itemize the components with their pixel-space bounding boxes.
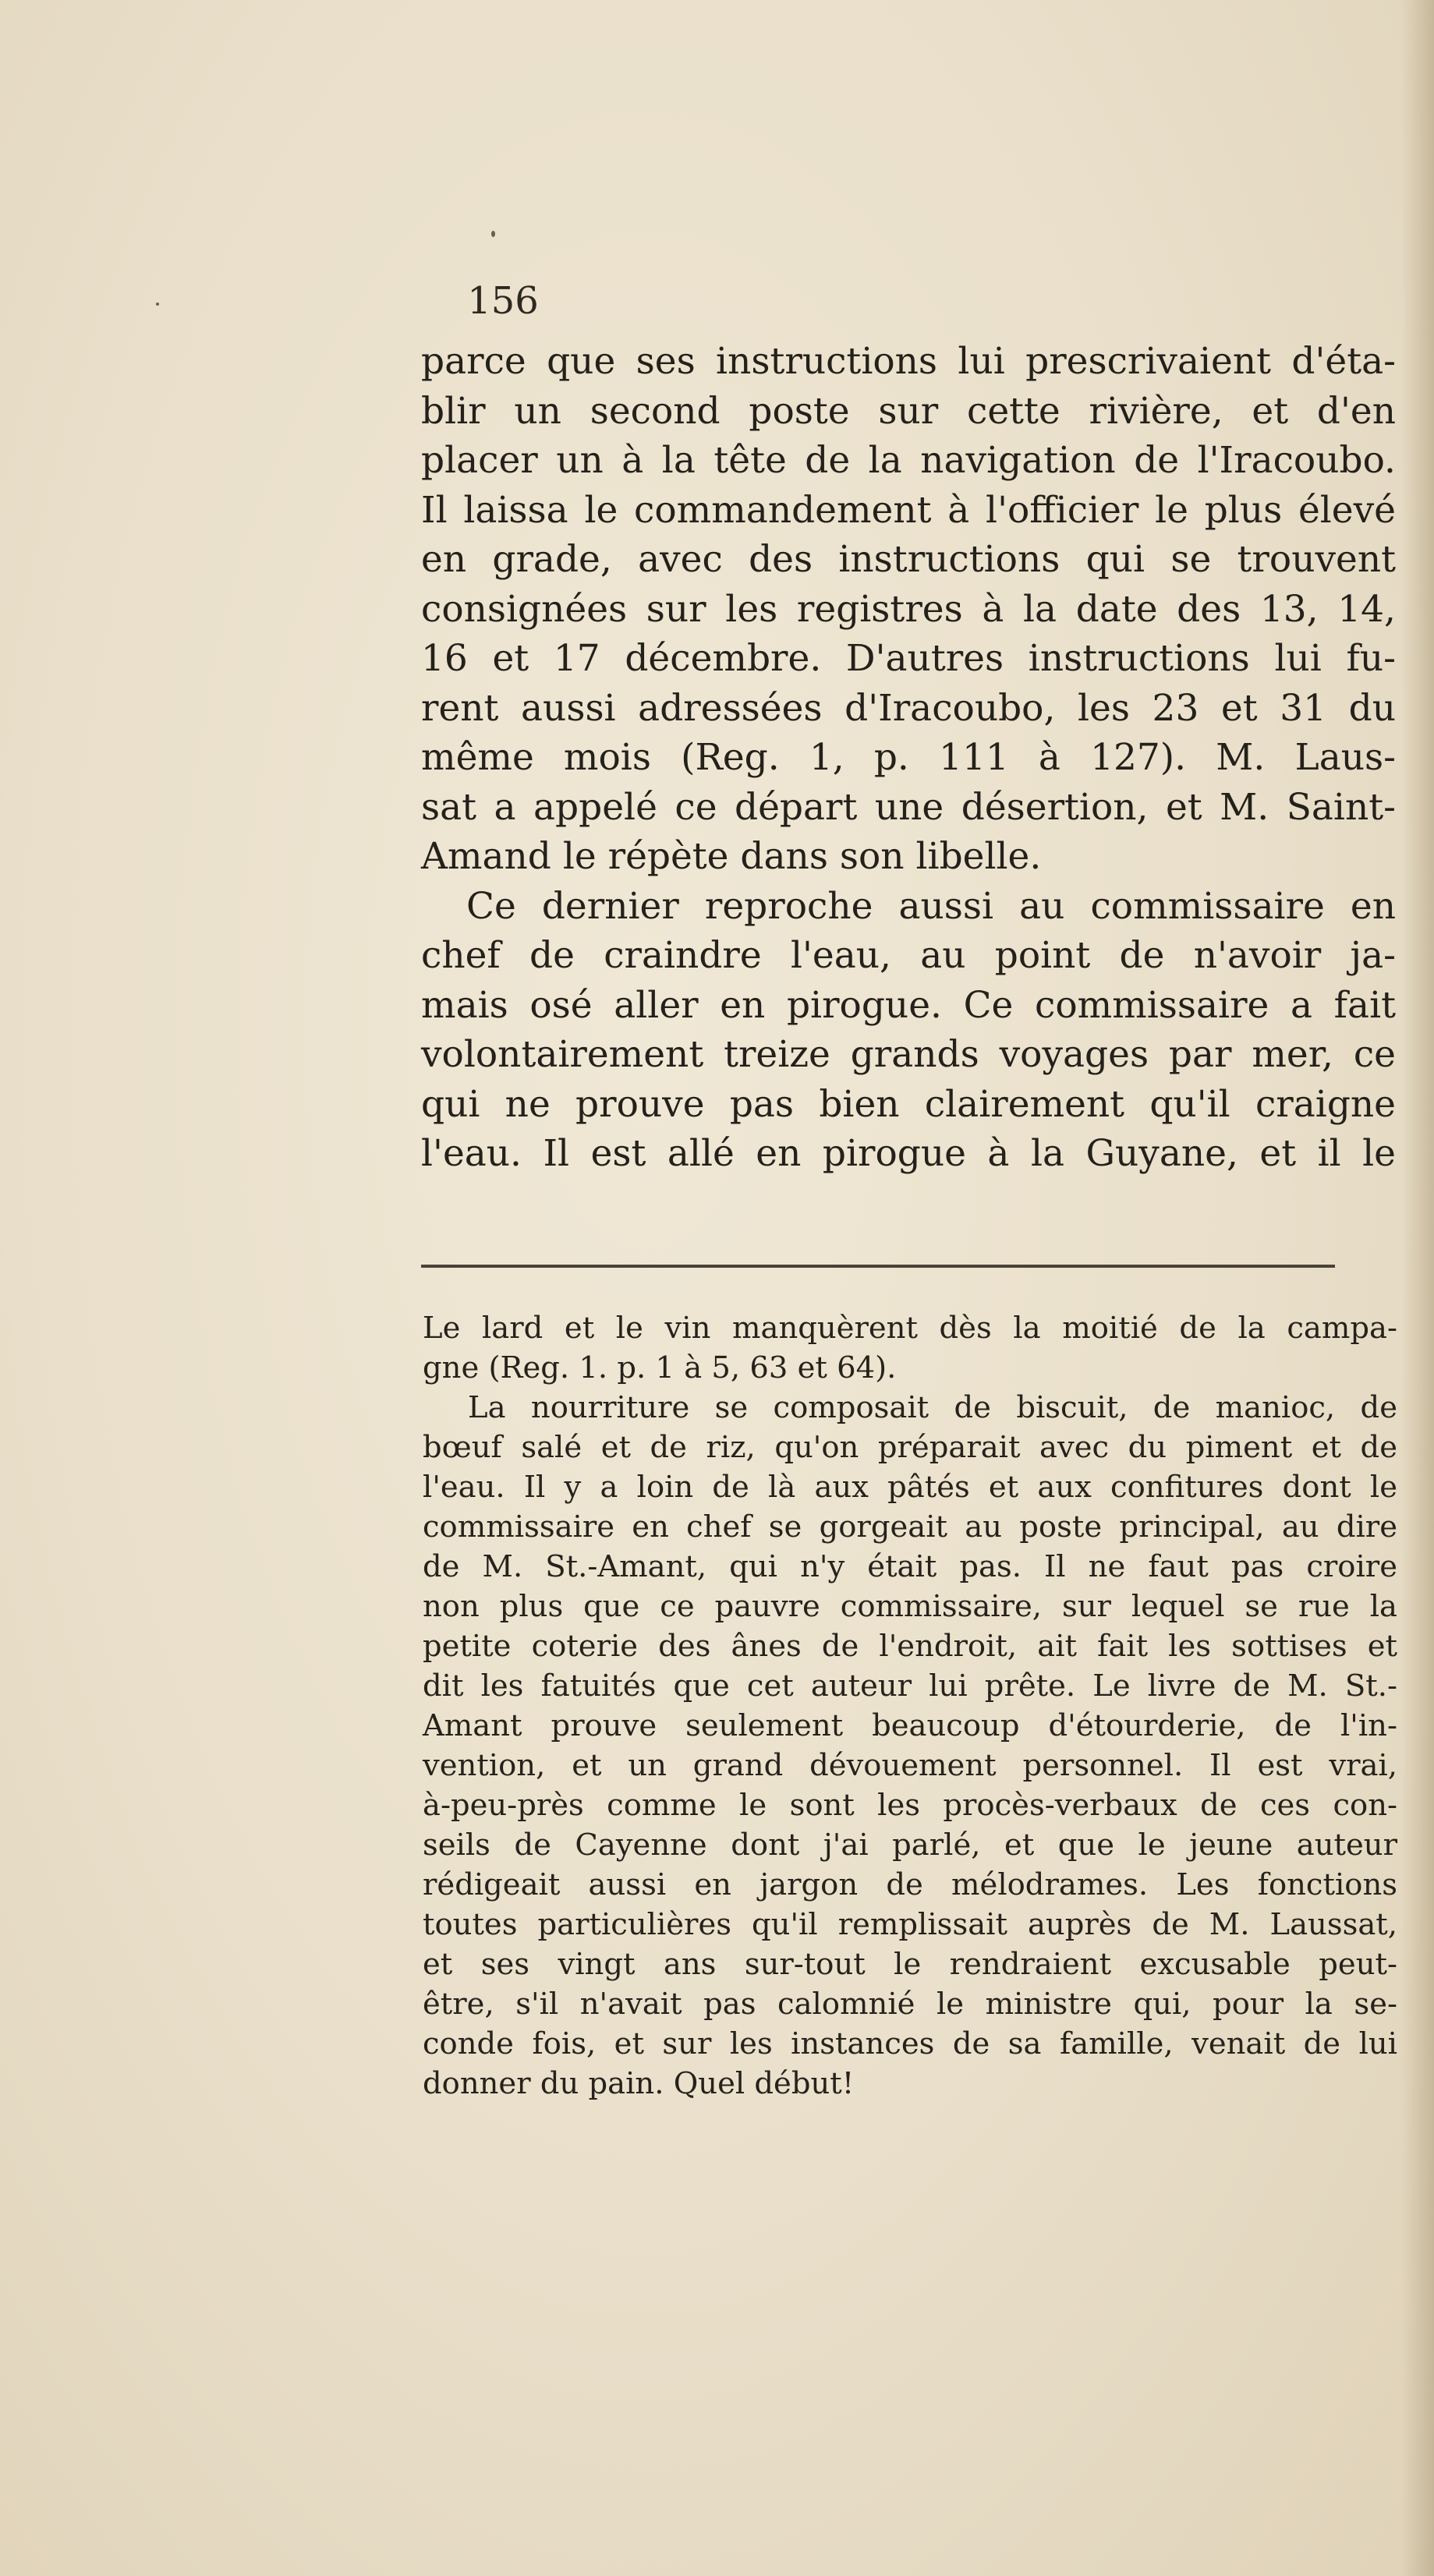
note-line: et ses vingt ans sur-tout le rendraient excusable peut- [423, 1947, 1397, 1982]
footnote-text [423, 1308, 1397, 2104]
note-line: donner du pain. Quel début! [423, 2066, 855, 2101]
main-text [421, 337, 1396, 1179]
text-line: placer un à la tête de la navigation de l'Iracoubo. [421, 439, 1396, 482]
text-line: chef de craindre l'eau, au point de n'avoir ja- [421, 934, 1396, 977]
text-line: 16 et 17 décembre. D'autres instructions lui fu- [421, 637, 1396, 680]
note-line: dit les fatuités que cet auteur lui prête. Le livre de M. St.- [423, 1668, 1397, 1704]
ink-speck [491, 231, 495, 237]
text-line: sat a appelé ce départ une désertion, et M. Saint- [421, 785, 1396, 829]
text-line: blir un second poste sur cette rivière, et d'en [421, 389, 1396, 433]
text-line: l'eau. Il est allé en pirogue à la Guyane, et il le [421, 1132, 1396, 1175]
footnote-rule [421, 1265, 1335, 1268]
text-line: Ce dernier reproche aussi au commissaire en [466, 884, 1396, 928]
note-line: toutes particulières qu'il remplissait auprès de M. Laussat, [423, 1907, 1397, 1942]
note-line: La nourriture se composait de biscuit, de manioc, de [468, 1390, 1397, 1425]
text-line: qui ne prouve pas bien clairement qu'il craigne [421, 1082, 1396, 1126]
note-line: petite coterie des ânes de l'endroit, ait fait les sottises et [423, 1629, 1397, 1664]
note-line: être, s'il n'avait pas calomnié le ministre qui, pour la se- [423, 1987, 1397, 2022]
text-line: consignées sur les registres à la date des 13, 14, [421, 587, 1396, 631]
note-line: Le lard et le vin manquèrent dès la moitié de la campa- [423, 1311, 1397, 1346]
text-line: même mois (Reg. 1, p. 111 à 127). M. Laus- [421, 736, 1396, 779]
note-line: rédigeait aussi en jargon de mélodrames. Les fonctions [423, 1867, 1397, 1902]
note-line: gne (Reg. 1. p. 1 à 5, 63 et 64). [423, 1350, 897, 1385]
page-number: 156 [467, 279, 539, 323]
text-line: Amand le répète dans son libelle. [421, 835, 1042, 878]
note-line: commissaire en chef se gorgeait au poste principal, au dire [423, 1509, 1397, 1545]
text-line: mais osé aller en pirogue. Ce commissaire a fait [421, 983, 1396, 1027]
text-line: rent aussi adressées d'Iracoubo, les 23 et 31 du [421, 686, 1396, 730]
note-line: Amant prouve seulement beaucoup d'étourderie, de l'in- [423, 1708, 1397, 1743]
text-line: Il laissa le commandement à l'officier le plus élevé [421, 488, 1396, 532]
text-line: parce que ses instructions lui prescrivaient d'éta- [421, 340, 1396, 383]
note-line: non plus que ce pauvre commissaire, sur lequel se rue la [423, 1589, 1397, 1624]
note-line: conde fois, et sur les instances de sa famille, venait de lui [423, 2026, 1397, 2061]
text-line: en grade, avec des instructions qui se trouvent [421, 538, 1396, 581]
note-line: bœuf salé et de riz, qu'on préparait avec du piment et de [423, 1430, 1397, 1465]
note-line: à-peu-près comme le sont les procès-verbaux de ces con- [423, 1788, 1397, 1823]
note-line: seils de Cayenne dont j'ai parlé, et que le jeune auteur [423, 1828, 1397, 1863]
note-line: de M. St.-Amant, qui n'y était pas. Il ne faut pas croire [423, 1549, 1397, 1584]
note-line: vention, et un grand dévouement personnel. Il est vrai, [423, 1748, 1397, 1783]
note-line: l'eau. Il y a loin de là aux pâtés et aux confitures dont le [423, 1470, 1397, 1505]
text-line: volontairement treize grands voyages par mer, ce [421, 1033, 1396, 1076]
page-edge-shadow [1401, 0, 1434, 2576]
